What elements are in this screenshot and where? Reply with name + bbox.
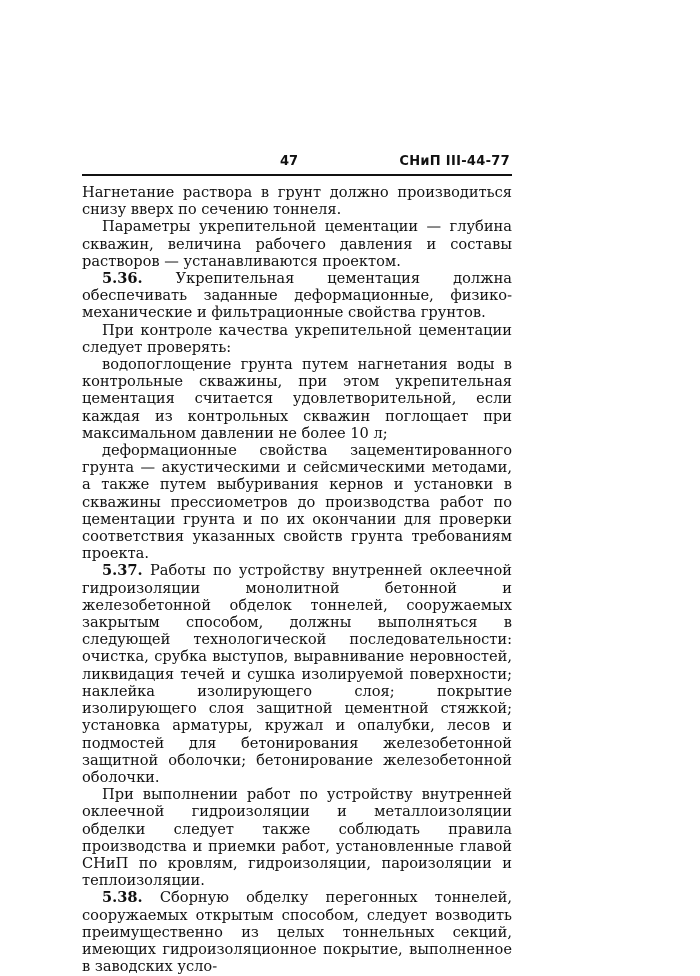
document-page	[82, 152, 512, 975]
paragraph	[82, 889, 512, 975]
paragraph-text: При контроле качества укрепительной цементации следует проверять:	[82, 321, 512, 356]
paragraph	[82, 786, 512, 889]
page-number: 47	[280, 154, 299, 169]
paragraph	[82, 270, 512, 322]
paragraph	[82, 322, 512, 356]
paragraph	[82, 218, 512, 270]
paragraph-text: Нагнетание раствора в грунт должно производиться снизу вверх по сечению тоннеля.	[82, 184, 512, 219]
document-code: СНиП III-44-77	[399, 154, 510, 169]
paragraph	[82, 442, 512, 562]
paragraph	[82, 562, 512, 786]
paragraph	[82, 356, 512, 442]
paragraph-text: водопоглощение грунта путем нагнетания воды в контрольные скважины, при этом укрепительная цементация считается удовлетворительной, если каждая из контрольных скважин поглощает при максимальном давлении не более 10 л;	[82, 356, 512, 442]
paragraph-text: Работы по устройству внутренней оклеечной гидроизоляции монолитной бетонной и железобетонной обделок тоннелей, сооружаемых закрытым способом, должны выполняться в следующей технологической последовательности: очистка, срубка выступов, выравнивание неровностей, ликвидация течей и сушка изолируемой поверхности; наклейка изолирующего слоя; покрытие изолирующего слоя защитной цементной стяжкой; установка арматуры, кружал и опалубки, лесов и подмостей для бетонирования железобетонной защитной оболочки; бетонирование железобетонной оболочки.	[82, 562, 513, 786]
running-header	[82, 152, 512, 176]
paragraph-text: При выполнении работ по устройству внутренней оклеечной гидроизоляции и металлоизоляции обделки следует также соблюдать правила производства и приемки работ, установленные главой СНиП по кровлям, гидроизоляции, пароизоляции и теплоизоляции.	[82, 786, 512, 890]
section-number: 5.37.	[102, 562, 143, 580]
paragraph	[82, 184, 512, 218]
paragraph-text: деформационные свойства зацементированного грунта — акустическими и сейсмическими методами, а также путем выбуривания кернов и установки в скважины прессиометров до производства работ по цементации грунта и по их окончании для проверки соответствия указанных свойств грунта требованиям проекта.	[82, 442, 512, 563]
paragraph-text: Сборную обделку перегонных тоннелей, сооружаемых открытым способом, следует возводить преимущественно из целых тоннельных секций, имеющих гидроизоляционное покрытие, выполненное в заводских усло-	[82, 889, 512, 976]
paragraph-text: Параметры укрепительной цементации — глубина скважин, величина рабочего давления и составы растворов — устанавливаются проектом.	[82, 218, 512, 270]
section-number: 5.36.	[102, 270, 143, 288]
body-text	[82, 184, 512, 975]
paragraph-text: Укрепительная цементация должна обеспечивать заданные деформационные, физико-механические и фильтрационные свойства грунтов.	[82, 270, 512, 322]
section-number: 5.38.	[102, 889, 143, 907]
